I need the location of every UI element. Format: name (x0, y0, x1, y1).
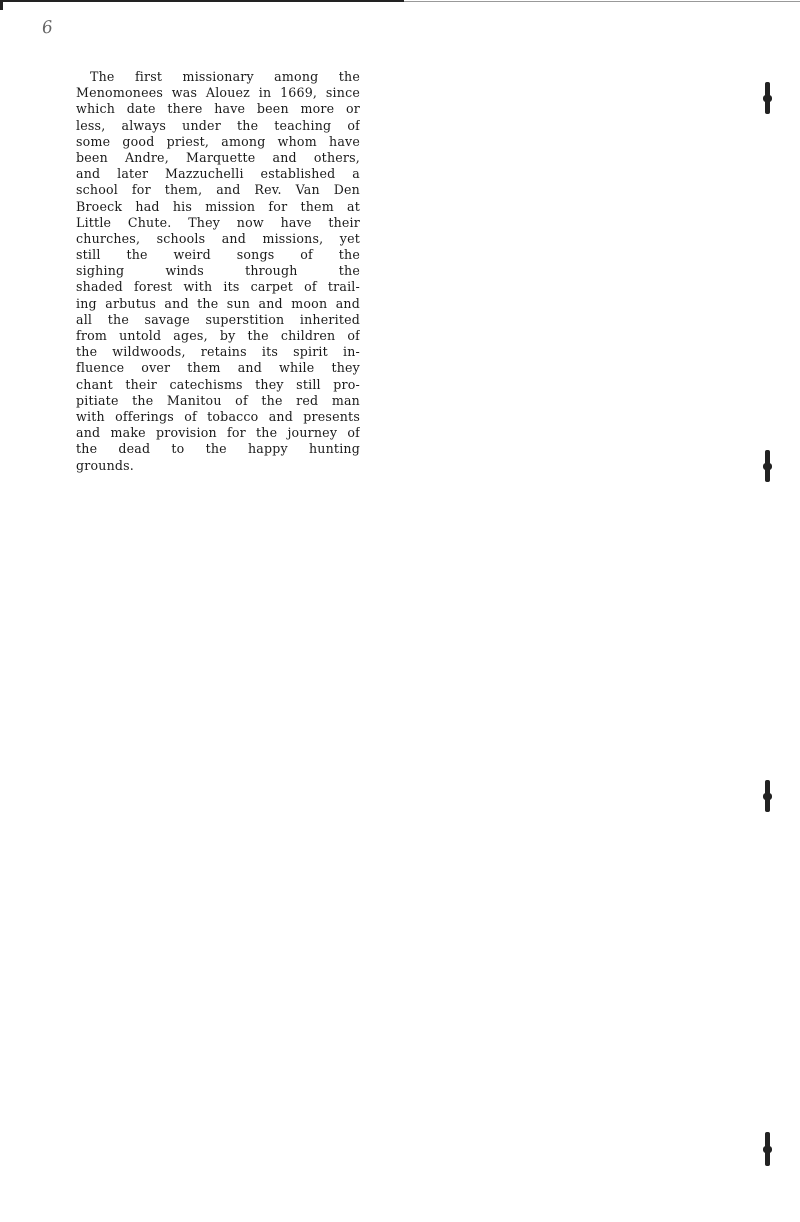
binding-hole-mark (765, 780, 770, 812)
article-line: pitiate the Manitou of the red man (76, 392, 360, 408)
binding-hole-mark (765, 82, 770, 114)
article-line: The first missionary among the (90, 69, 360, 84)
top-border-rule-extension (404, 1, 800, 2)
article-line: Broeck had his mission for them at (76, 198, 360, 214)
article-line: chant their catechisms they still pro- (76, 376, 360, 392)
article-line: and make provision for the journey of (76, 425, 360, 441)
article-line: school for them, and Rev. Van Den (76, 182, 360, 198)
article-line: Menomonees was Alouez in 1669, since (76, 85, 360, 101)
article-line: been Andre, Marquette and others, (76, 149, 360, 165)
article-line: sighing winds through the (76, 263, 360, 279)
article-line: fluence over them and while they (76, 360, 360, 376)
page-number: 6 (40, 17, 54, 39)
article-line: which date there have been more or (76, 101, 360, 117)
article-line: still the weird songs of the (76, 247, 360, 263)
binding-hole-mark (765, 1132, 770, 1166)
article-line: some good priest, among whom have (76, 133, 360, 149)
article-line: from untold ages, by the children of (76, 328, 360, 343)
article-line: shaded forest with its carpet of trail- (76, 279, 360, 295)
article-line: the dead to the happy hunting (76, 441, 360, 457)
article-line: grounds. (76, 457, 135, 473)
corner-mark (0, 0, 3, 10)
article-line: with offerings of tobacco and presents (76, 408, 360, 424)
top-border-rule (0, 0, 404, 2)
article-line: the wildwoods, retains its spirit in- (76, 344, 360, 360)
article-line: and later Mazzuchelli established a (76, 166, 360, 182)
article-line: all the savage superstition inherited (76, 311, 360, 327)
article-line: churches, schools and missions, yet (76, 230, 360, 246)
article-line: ing arbutus and the sun and moon and (76, 295, 360, 311)
article-line: Little Chute. They now have their (76, 214, 360, 230)
binding-hole-mark (765, 450, 770, 482)
article-line: less, always under the teaching of (76, 117, 360, 133)
article-column (76, 69, 360, 474)
